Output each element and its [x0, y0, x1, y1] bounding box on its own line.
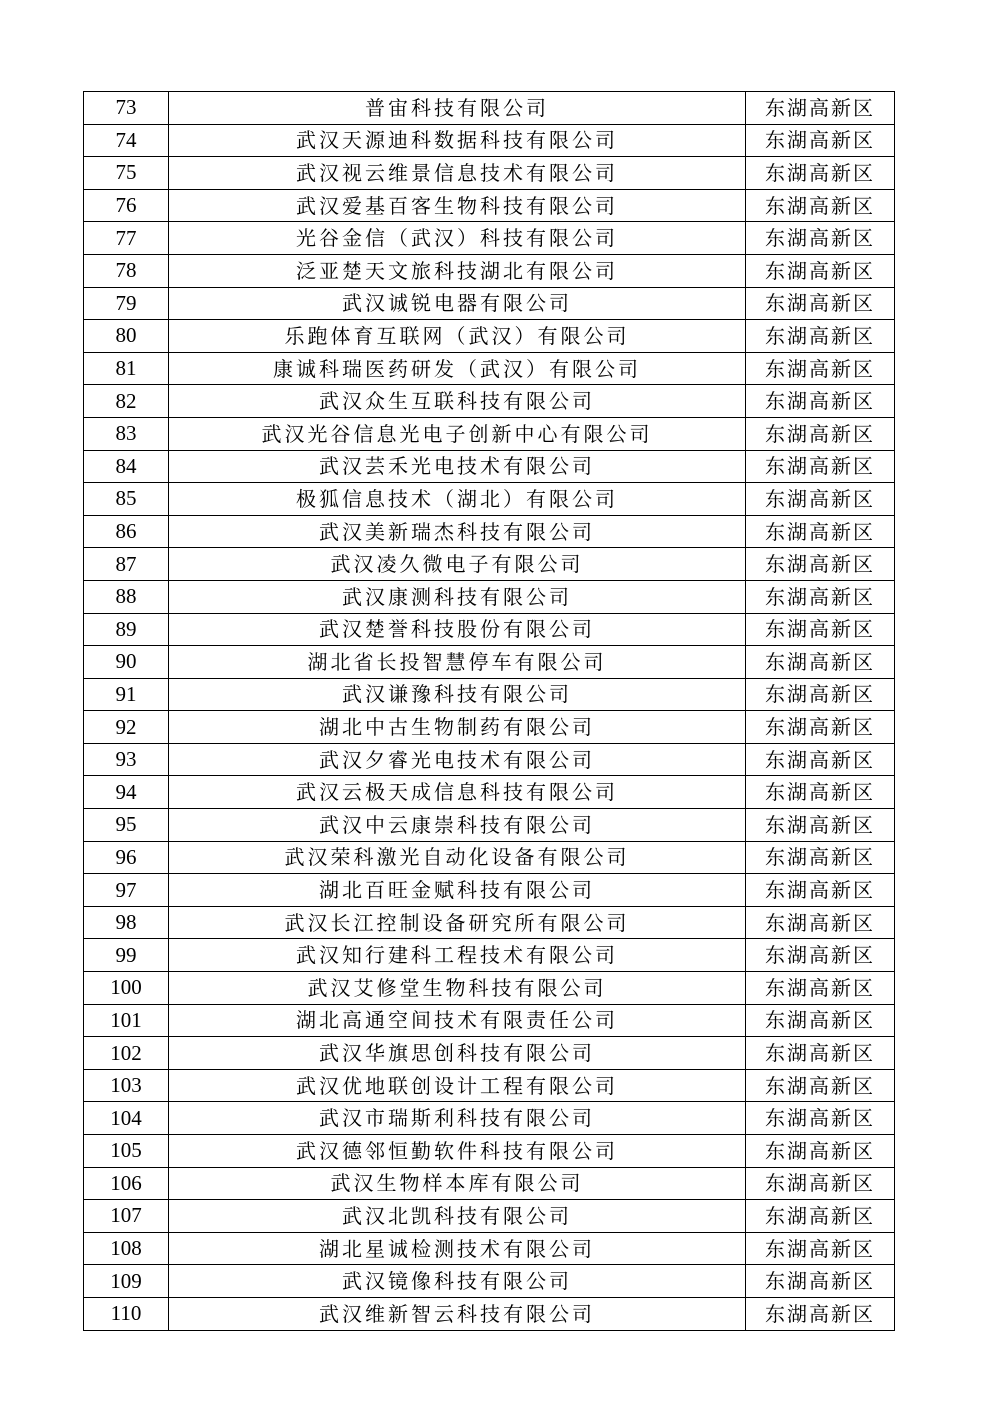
table-row [84, 157, 895, 190]
company-list-table [83, 91, 895, 1331]
row-number-cell: 101 [84, 1004, 169, 1037]
company-name-cell: 武汉芸禾光电技术有限公司 [169, 450, 746, 483]
row-number-cell: 80 [84, 320, 169, 353]
company-name-cell: 武汉诚锐电器有限公司 [169, 287, 746, 320]
district-cell: 东湖高新区 [746, 1102, 895, 1135]
row-number-cell: 107 [84, 1200, 169, 1233]
row-number-cell: 92 [84, 711, 169, 744]
company-name-cell: 武汉优地联创设计工程有限公司 [169, 1069, 746, 1102]
company-name-cell: 武汉维新智云科技有限公司 [169, 1297, 746, 1330]
table-row [84, 972, 895, 1005]
table-row [84, 417, 895, 450]
table-row [84, 548, 895, 581]
row-number-cell: 88 [84, 580, 169, 613]
company-name-cell: 武汉长江控制设备研究所有限公司 [169, 906, 746, 939]
district-cell: 东湖高新区 [746, 287, 895, 320]
row-number-cell: 81 [84, 352, 169, 385]
row-number-cell: 86 [84, 515, 169, 548]
district-cell: 东湖高新区 [746, 580, 895, 613]
company-list-table-container [83, 91, 891, 1331]
district-cell: 东湖高新区 [746, 450, 895, 483]
table-row [84, 1265, 895, 1298]
company-name-cell: 湖北高通空间技术有限责任公司 [169, 1004, 746, 1037]
company-name-cell: 武汉云极天成信息科技有限公司 [169, 776, 746, 809]
table-row [84, 1004, 895, 1037]
district-cell: 东湖高新区 [746, 1135, 895, 1168]
row-number-cell: 99 [84, 939, 169, 972]
row-number-cell: 90 [84, 646, 169, 679]
company-name-cell: 泛亚楚天文旅科技湖北有限公司 [169, 254, 746, 287]
district-cell: 东湖高新区 [746, 1297, 895, 1330]
company-name-cell: 武汉众生互联科技有限公司 [169, 385, 746, 418]
table-row [84, 352, 895, 385]
table-row [84, 92, 895, 125]
company-name-cell: 武汉光谷信息光电子创新中心有限公司 [169, 417, 746, 450]
table-row [84, 809, 895, 842]
table-row [84, 189, 895, 222]
row-number-cell: 77 [84, 222, 169, 255]
table-row [84, 1297, 895, 1330]
district-cell: 东湖高新区 [746, 678, 895, 711]
row-number-cell: 93 [84, 743, 169, 776]
table-body [84, 92, 895, 1331]
company-name-cell: 武汉中云康崇科技有限公司 [169, 809, 746, 842]
company-name-cell: 湖北中古生物制药有限公司 [169, 711, 746, 744]
district-cell: 东湖高新区 [746, 646, 895, 679]
table-row [84, 939, 895, 972]
table-row [84, 287, 895, 320]
table-row [84, 580, 895, 613]
row-number-cell: 73 [84, 92, 169, 125]
company-name-cell: 武汉爱基百客生物科技有限公司 [169, 189, 746, 222]
table-row [84, 1135, 895, 1168]
district-cell: 东湖高新区 [746, 222, 895, 255]
table-row [84, 906, 895, 939]
row-number-cell: 104 [84, 1102, 169, 1135]
district-cell: 东湖高新区 [746, 1037, 895, 1070]
table-row [84, 776, 895, 809]
district-cell: 东湖高新区 [746, 939, 895, 972]
table-row [84, 1232, 895, 1265]
row-number-cell: 79 [84, 287, 169, 320]
district-cell: 东湖高新区 [746, 776, 895, 809]
district-cell: 东湖高新区 [746, 1069, 895, 1102]
table-row [84, 1102, 895, 1135]
row-number-cell: 110 [84, 1297, 169, 1330]
company-name-cell: 极狐信息技术（湖北）有限公司 [169, 483, 746, 516]
row-number-cell: 95 [84, 809, 169, 842]
company-name-cell: 武汉北凯科技有限公司 [169, 1200, 746, 1233]
district-cell: 东湖高新区 [746, 906, 895, 939]
district-cell: 东湖高新区 [746, 1167, 895, 1200]
company-name-cell: 武汉视云维景信息技术有限公司 [169, 157, 746, 190]
row-number-cell: 78 [84, 254, 169, 287]
table-row [84, 385, 895, 418]
company-name-cell: 武汉美新瑞杰科技有限公司 [169, 515, 746, 548]
company-name-cell: 武汉凌久微电子有限公司 [169, 548, 746, 581]
table-row [84, 613, 895, 646]
table-row [84, 515, 895, 548]
company-name-cell: 康诚科瑞医药研发（武汉）有限公司 [169, 352, 746, 385]
table-row [84, 320, 895, 353]
row-number-cell: 75 [84, 157, 169, 190]
row-number-cell: 76 [84, 189, 169, 222]
district-cell: 东湖高新区 [746, 1200, 895, 1233]
company-name-cell: 光谷金信（武汉）科技有限公司 [169, 222, 746, 255]
district-cell: 东湖高新区 [746, 841, 895, 874]
row-number-cell: 100 [84, 972, 169, 1005]
row-number-cell: 97 [84, 874, 169, 907]
company-name-cell: 普宙科技有限公司 [169, 92, 746, 125]
company-name-cell: 武汉艾修堂生物科技有限公司 [169, 972, 746, 1005]
table-row [84, 1167, 895, 1200]
district-cell: 东湖高新区 [746, 874, 895, 907]
table-row [84, 1200, 895, 1233]
company-name-cell: 湖北星诚检测技术有限公司 [169, 1232, 746, 1265]
district-cell: 东湖高新区 [746, 613, 895, 646]
company-name-cell: 武汉谦豫科技有限公司 [169, 678, 746, 711]
company-name-cell: 武汉镜像科技有限公司 [169, 1265, 746, 1298]
row-number-cell: 105 [84, 1135, 169, 1168]
row-number-cell: 94 [84, 776, 169, 809]
table-row [84, 711, 895, 744]
company-name-cell: 武汉康测科技有限公司 [169, 580, 746, 613]
table-row [84, 841, 895, 874]
table-row [84, 743, 895, 776]
company-name-cell: 武汉天源迪科数据科技有限公司 [169, 124, 746, 157]
table-row [84, 254, 895, 287]
district-cell: 东湖高新区 [746, 124, 895, 157]
district-cell: 东湖高新区 [746, 417, 895, 450]
table-row [84, 678, 895, 711]
row-number-cell: 82 [84, 385, 169, 418]
table-row [84, 483, 895, 516]
row-number-cell: 108 [84, 1232, 169, 1265]
table-row [84, 450, 895, 483]
row-number-cell: 98 [84, 906, 169, 939]
row-number-cell: 85 [84, 483, 169, 516]
row-number-cell: 87 [84, 548, 169, 581]
district-cell: 东湖高新区 [746, 548, 895, 581]
table-row [84, 646, 895, 679]
district-cell: 东湖高新区 [746, 157, 895, 190]
district-cell: 东湖高新区 [746, 320, 895, 353]
table-row [84, 222, 895, 255]
district-cell: 东湖高新区 [746, 1265, 895, 1298]
district-cell: 东湖高新区 [746, 254, 895, 287]
district-cell: 东湖高新区 [746, 809, 895, 842]
district-cell: 东湖高新区 [746, 711, 895, 744]
company-name-cell: 武汉生物样本库有限公司 [169, 1167, 746, 1200]
district-cell: 东湖高新区 [746, 92, 895, 125]
company-name-cell: 武汉夕睿光电技术有限公司 [169, 743, 746, 776]
table-row [84, 124, 895, 157]
row-number-cell: 89 [84, 613, 169, 646]
row-number-cell: 83 [84, 417, 169, 450]
company-name-cell: 武汉知行建科工程技术有限公司 [169, 939, 746, 972]
table-row [84, 1069, 895, 1102]
district-cell: 东湖高新区 [746, 352, 895, 385]
company-name-cell: 武汉荣科激光自动化设备有限公司 [169, 841, 746, 874]
company-name-cell: 湖北省长投智慧停车有限公司 [169, 646, 746, 679]
row-number-cell: 109 [84, 1265, 169, 1298]
table-row [84, 874, 895, 907]
district-cell: 东湖高新区 [746, 972, 895, 1005]
company-name-cell: 武汉市瑞斯利科技有限公司 [169, 1102, 746, 1135]
row-number-cell: 106 [84, 1167, 169, 1200]
district-cell: 东湖高新区 [746, 1004, 895, 1037]
company-name-cell: 武汉华旗思创科技有限公司 [169, 1037, 746, 1070]
district-cell: 东湖高新区 [746, 1232, 895, 1265]
row-number-cell: 84 [84, 450, 169, 483]
district-cell: 东湖高新区 [746, 385, 895, 418]
company-name-cell: 乐跑体育互联网（武汉）有限公司 [169, 320, 746, 353]
district-cell: 东湖高新区 [746, 483, 895, 516]
company-name-cell: 武汉德邻恒勤软件科技有限公司 [169, 1135, 746, 1168]
row-number-cell: 91 [84, 678, 169, 711]
row-number-cell: 96 [84, 841, 169, 874]
district-cell: 东湖高新区 [746, 743, 895, 776]
row-number-cell: 103 [84, 1069, 169, 1102]
district-cell: 东湖高新区 [746, 515, 895, 548]
company-name-cell: 湖北百旺金赋科技有限公司 [169, 874, 746, 907]
company-name-cell: 武汉楚誉科技股份有限公司 [169, 613, 746, 646]
table-row [84, 1037, 895, 1070]
row-number-cell: 102 [84, 1037, 169, 1070]
row-number-cell: 74 [84, 124, 169, 157]
district-cell: 东湖高新区 [746, 189, 895, 222]
